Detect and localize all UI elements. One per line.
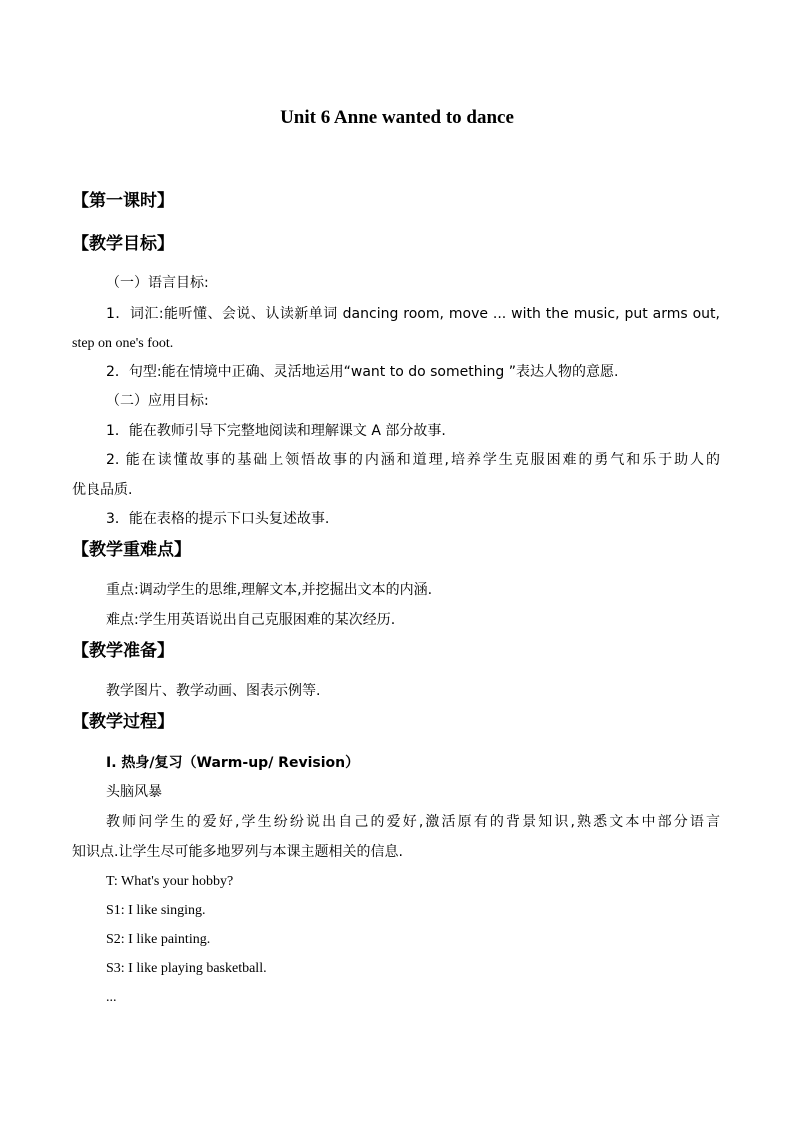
difficult-point: 难点:学生用英语说出自己克服困难的某次经历. (106, 612, 396, 628)
dialogue-line: S2: I like painting. (106, 932, 211, 947)
apply-goal-3: 3．能在表格的提示下口头复述故事. (106, 511, 330, 527)
dialogue-line: S1: I like singing. (106, 903, 206, 918)
description-line-2: 知识点.让学生尽可能多地罗列与本课主题相关的信息. (72, 844, 403, 860)
dialogue-line: S3: I like playing basketball. (106, 961, 267, 976)
apply-goal: （二）应用目标: (106, 393, 209, 409)
document-title: Unit 6 Anne wanted to dance (280, 107, 514, 128)
vocab-line-2: step on one's foot. (72, 336, 174, 351)
apply-goal-2-line-2: 优良品质. (72, 482, 133, 498)
description-line-1: 教师问学生的爱好,学生纷纷说出自己的爱好,激活原有的背景知识,熟悉文本中部分语言 (106, 814, 720, 830)
brainstorm-label: 头脑风暴 (106, 784, 162, 800)
process-heading: 【教学过程】 (72, 712, 174, 732)
vocab-line-1: 1．词汇:能听懂、会说、认读新单词 dancing room, move ... with the music, put arms out, (106, 306, 720, 322)
sentence-goal: 2．句型:能在情境中正确、灵活地运用“want to do something ”表达人物的意愿. (106, 364, 619, 380)
preparation-content: 教学图片、教学动画、图表示例等. (106, 683, 321, 699)
preparation-heading: 【教学准备】 (72, 641, 174, 661)
dialogue-line: ... (106, 990, 117, 1005)
apply-goal-2-line-1: 2. 能在读懂故事的基础上领悟故事的内涵和道理,培养学生克服困难的勇气和乐于助人的 (106, 452, 720, 468)
lesson-label: 【第一课时】 (72, 191, 174, 211)
key-point: 重点:调动学生的思维,理解文本,并挖掘出文本的内涵. (106, 582, 433, 598)
language-goal: （一）语言目标: (106, 275, 209, 291)
key-points-heading: 【教学重难点】 (72, 540, 191, 560)
apply-goal-1: 1．能在教师引导下完整地阅读和理解课文 A 部分故事. (106, 423, 446, 439)
dialogue-line: T: What's your hobby? (106, 874, 234, 889)
objectives-heading: 【教学目标】 (72, 234, 174, 254)
step-1-title: I. 热身/复习（Warm-up/ Revision） (106, 755, 360, 771)
